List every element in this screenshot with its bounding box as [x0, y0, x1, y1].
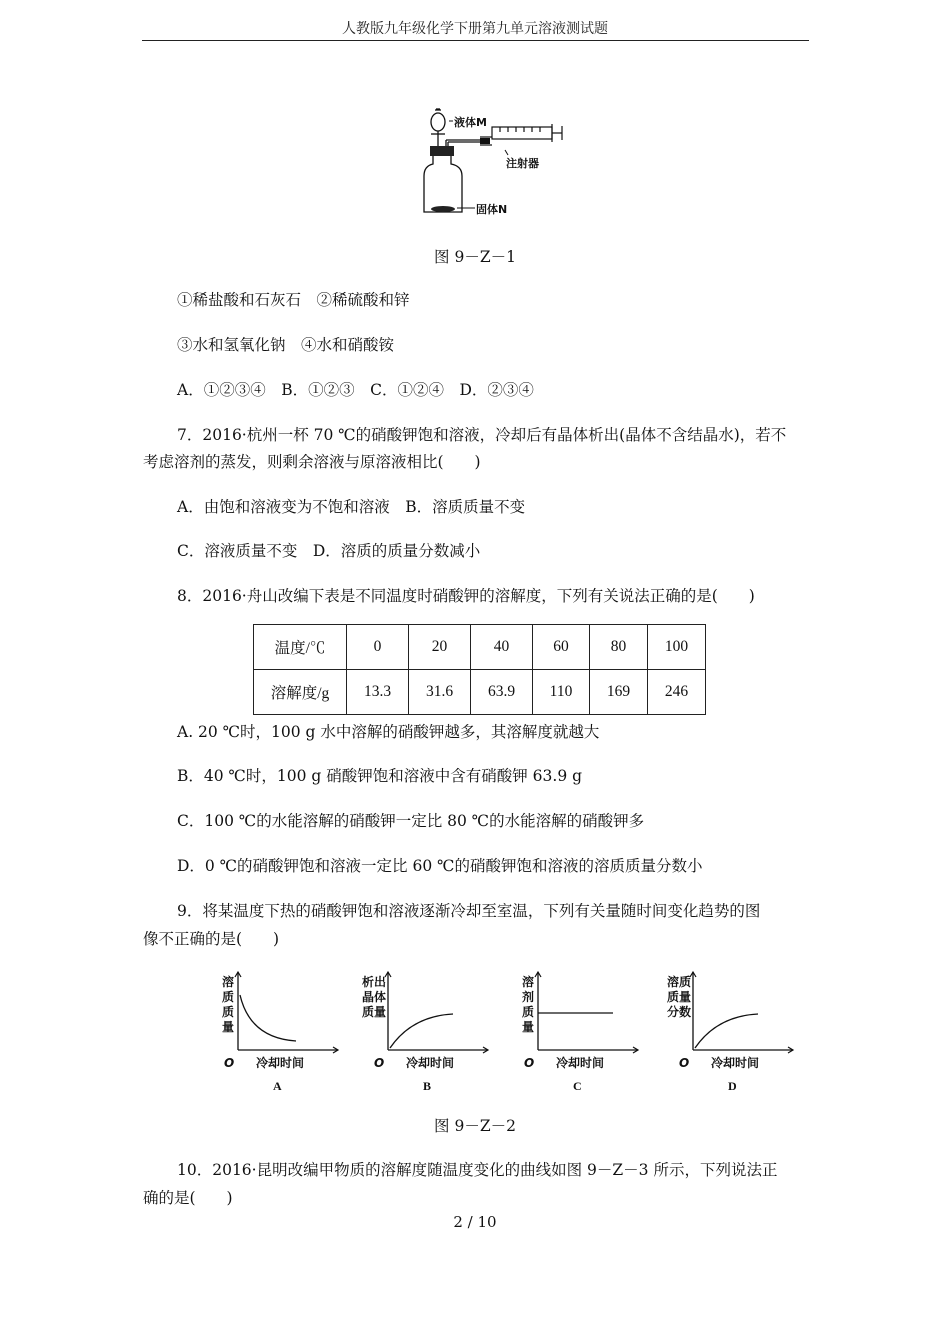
table-cell: 13.3 [347, 670, 409, 715]
q9-stem-line2: 像不正确的是( ) [143, 930, 280, 948]
y-axis-label: 质 [522, 1005, 535, 1019]
table-row [254, 625, 706, 670]
flask [424, 156, 462, 212]
syringe-tip [480, 138, 490, 144]
x-axis-label: 冷却时间 [256, 1056, 305, 1070]
table-cell: 溶解度/g [254, 670, 347, 715]
series-line [240, 995, 296, 1041]
y-axis-label: 溶质 [667, 975, 692, 989]
panel-label: C [573, 1079, 582, 1093]
panel-label: B [423, 1079, 432, 1093]
q10-stem-line2: 确的是( ) [143, 1189, 233, 1207]
y-axis-label: 质 [222, 990, 235, 1004]
y-axis-label: 析出 [362, 975, 387, 989]
y-axis-label: 量 [522, 1020, 535, 1034]
y-axis-label: 晶体 [362, 990, 387, 1004]
q9-stem-line1: 9．将某温度下热的硝酸钾饱和溶液逐渐冷却至室温，下列有关量随时间变化趋势的图 [177, 902, 761, 920]
x-axis-label: 冷却时间 [556, 1056, 605, 1070]
x-axis-label: 冷却时间 [711, 1056, 760, 1070]
y-axis-label: 分数 [667, 1005, 692, 1019]
y-axis-label: 质量 [362, 1005, 387, 1019]
q7-options-line1: A．由饱和溶液变为不饱和溶液 B．溶质质量不变 [177, 498, 526, 516]
series-line [390, 1014, 453, 1048]
y-axis-label: 溶 [522, 975, 535, 989]
syringe [480, 124, 562, 145]
figure2 [210, 965, 830, 1100]
x-axis-label: 冷却时间 [406, 1056, 455, 1070]
origin-label: O [524, 1056, 535, 1070]
y-axis-label: 质量 [667, 990, 692, 1004]
dropping-funnel [431, 109, 445, 147]
table-cell: 169 [590, 670, 648, 715]
y-axis-label: 质 [222, 1005, 235, 1019]
page-header: 人教版九年级化学下册第九单元溶液测试题 [342, 21, 608, 37]
q7-stem-line2: 考虑溶剂的蒸发，则剩余溶液与原溶液相比( ) [143, 453, 481, 471]
q10-stem-line1: 10．2016·昆明改编甲物质的溶解度随温度变化的曲线如图 9－Z－3 所示，下列说法正 [177, 1161, 778, 1179]
q8-stem: 8．2016·舟山改编下表是不同温度时硝酸钾的溶解度，下列有关说法正确的是( ) [177, 587, 755, 605]
q8-option-c: C．100 ℃的水能溶解的硝酸钾一定比 80 ℃的水能溶解的硝酸钾多 [177, 812, 645, 830]
panel-label: D [728, 1079, 737, 1093]
table-cell: 0 [347, 625, 409, 670]
table-row [254, 670, 706, 715]
table-cell: 80 [590, 625, 648, 670]
table-cell: 100 [648, 625, 706, 670]
y-axis-label: 量 [222, 1020, 235, 1034]
y-axis-label: 剂 [522, 990, 535, 1004]
table-cell: 246 [648, 670, 706, 715]
table-cell: 110 [533, 670, 590, 715]
q6-items-line2: ③水和氢氧化钠 ④水和硝酸铵 [177, 336, 395, 354]
solubility-table [253, 624, 706, 715]
table-cell: 20 [409, 625, 471, 670]
series-line [695, 1014, 758, 1048]
q8-option-b: B．40 ℃时，100 g 硝酸钾饱和溶液中含有硝酸钾 63.9 g [177, 767, 583, 785]
side-tube [446, 140, 480, 147]
table-cell: 60 [533, 625, 590, 670]
page-number: 2 / 10 [453, 1213, 497, 1231]
figure2-caption: 图 9－Z－2 [434, 1117, 516, 1135]
table-cell: 31.6 [409, 670, 471, 715]
q7-stem-line1: 7．2016·杭州一杯 70 ℃的硝酸钾饱和溶液，冷却后有晶体析出(晶体不含结晶水)，若不 [177, 426, 787, 444]
panel-label: A [273, 1079, 282, 1093]
label-solid-n: 固体N [476, 203, 508, 216]
table-cell: 63.9 [471, 670, 533, 715]
figure1-caption: 图 9－Z－1 [434, 248, 516, 266]
header-divider [142, 40, 809, 41]
label-syringe: 注射器 [506, 157, 539, 170]
q8-option-d: D．0 ℃的硝酸钾饱和溶液一定比 60 ℃的硝酸钾饱和溶液的溶质质量分数小 [177, 857, 703, 875]
label-liquid-m: 液体M [454, 116, 487, 129]
figure2-graphs [210, 965, 830, 1100]
q8-option-a: A. 20 ℃时，100 g 水中溶解的硝酸钾越多，其溶解度就越大 [177, 723, 600, 741]
q6-options: A．①②③④ B．①②③ C．①②④ D．②③④ [177, 381, 534, 399]
solid-n [431, 206, 455, 212]
y-axis-label: 溶 [222, 975, 235, 989]
stopper [430, 146, 454, 156]
origin-label: O [679, 1056, 690, 1070]
q7-options-line2: C．溶液质量不变 D．溶质的质量分数减小 [177, 542, 481, 560]
q6-items-line1: ①稀盐酸和石灰石 ②稀硫酸和锌 [177, 291, 410, 309]
origin-label: O [224, 1056, 235, 1070]
table-cell: 温度/℃ [254, 625, 347, 670]
table-cell: 40 [471, 625, 533, 670]
origin-label: O [374, 1056, 385, 1070]
